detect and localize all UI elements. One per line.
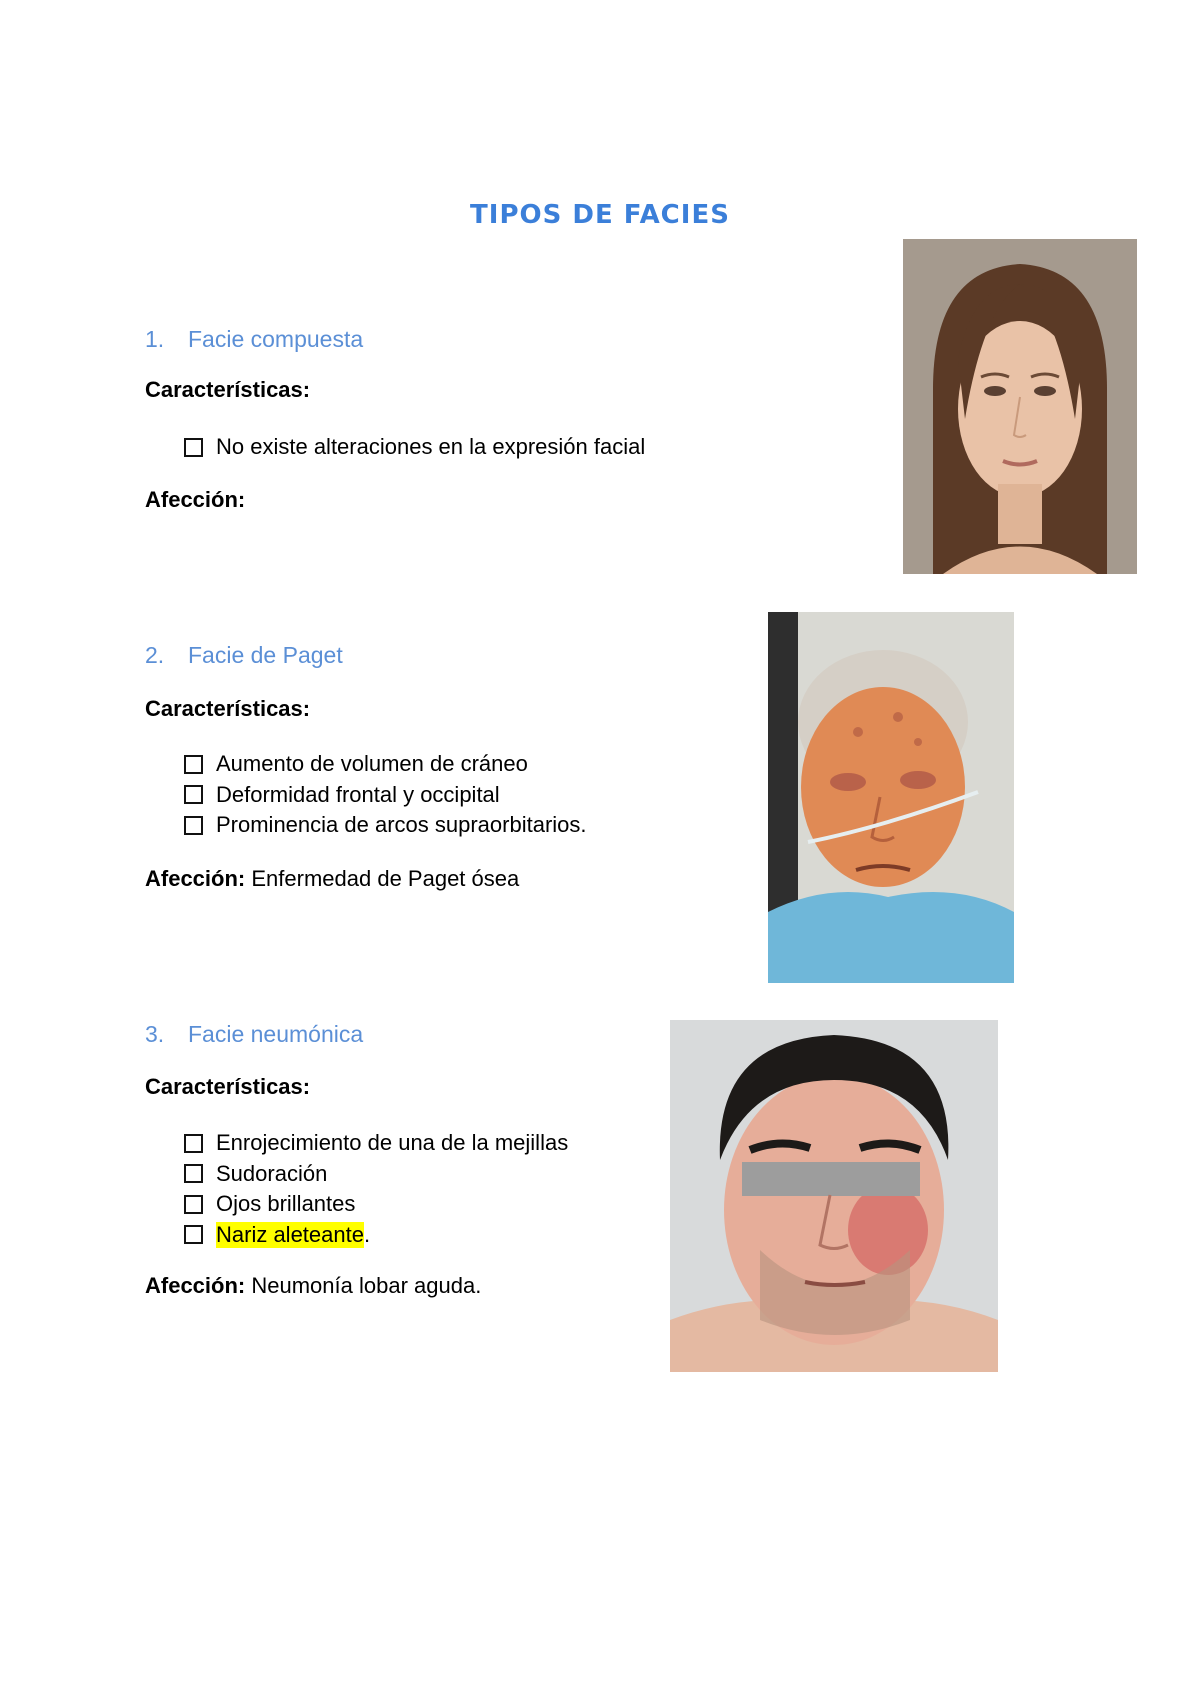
section-2-checklist (184, 749, 587, 841)
section-1-afeccion-label: Afección: (145, 487, 246, 512)
section-1-caracteristicas-label: Características: (145, 377, 311, 402)
checkbox-icon (184, 1164, 203, 1183)
checkbox-icon (184, 1195, 203, 1214)
checkbox-icon (184, 1134, 203, 1153)
section-1-heading: 1. Facie compuesta (145, 326, 364, 352)
list-item: No existe alteraciones en la expresión facial (184, 432, 645, 463)
section-3-caracteristicas-label: Características: (145, 1074, 311, 1099)
section-2-heading: 2. Facie de Paget (145, 642, 343, 668)
checkbox-icon (184, 1225, 203, 1244)
section-2-caracteristicas-label: Características: (145, 696, 311, 721)
list-item: Deformidad frontal y occipital (184, 780, 587, 811)
list-item: Enrojecimiento de una de la mejillas (184, 1128, 568, 1159)
section-2-afeccion: Afección: Enfermedad de Paget ósea (145, 866, 520, 891)
page-title: TIPOS DE FACIES (470, 200, 730, 230)
section-3-checklist (184, 1128, 568, 1250)
photo-facie-de-paget (768, 612, 1014, 983)
checkbox-icon (184, 438, 203, 457)
checkbox-icon (184, 816, 203, 835)
photo-facie-compuesta (903, 239, 1137, 574)
list-item: Prominencia de arcos supraorbitarios. (184, 810, 587, 841)
section-3-afeccion: Afección: Neumonía lobar aguda. (145, 1273, 482, 1298)
checkbox-icon (184, 755, 203, 774)
list-item: Nariz aleteante . (184, 1220, 568, 1251)
list-item: Sudoración (184, 1159, 568, 1190)
section-3-heading: 3. Facie neumónica (145, 1021, 364, 1047)
highlighted-text: Nariz aleteante (216, 1221, 364, 1247)
section-1-checklist (184, 432, 645, 463)
checkbox-icon (184, 785, 203, 804)
list-item: Ojos brillantes (184, 1189, 568, 1220)
photo-facie-neumonica (670, 1020, 998, 1372)
list-item: Aumento de volumen de cráneo (184, 749, 587, 780)
